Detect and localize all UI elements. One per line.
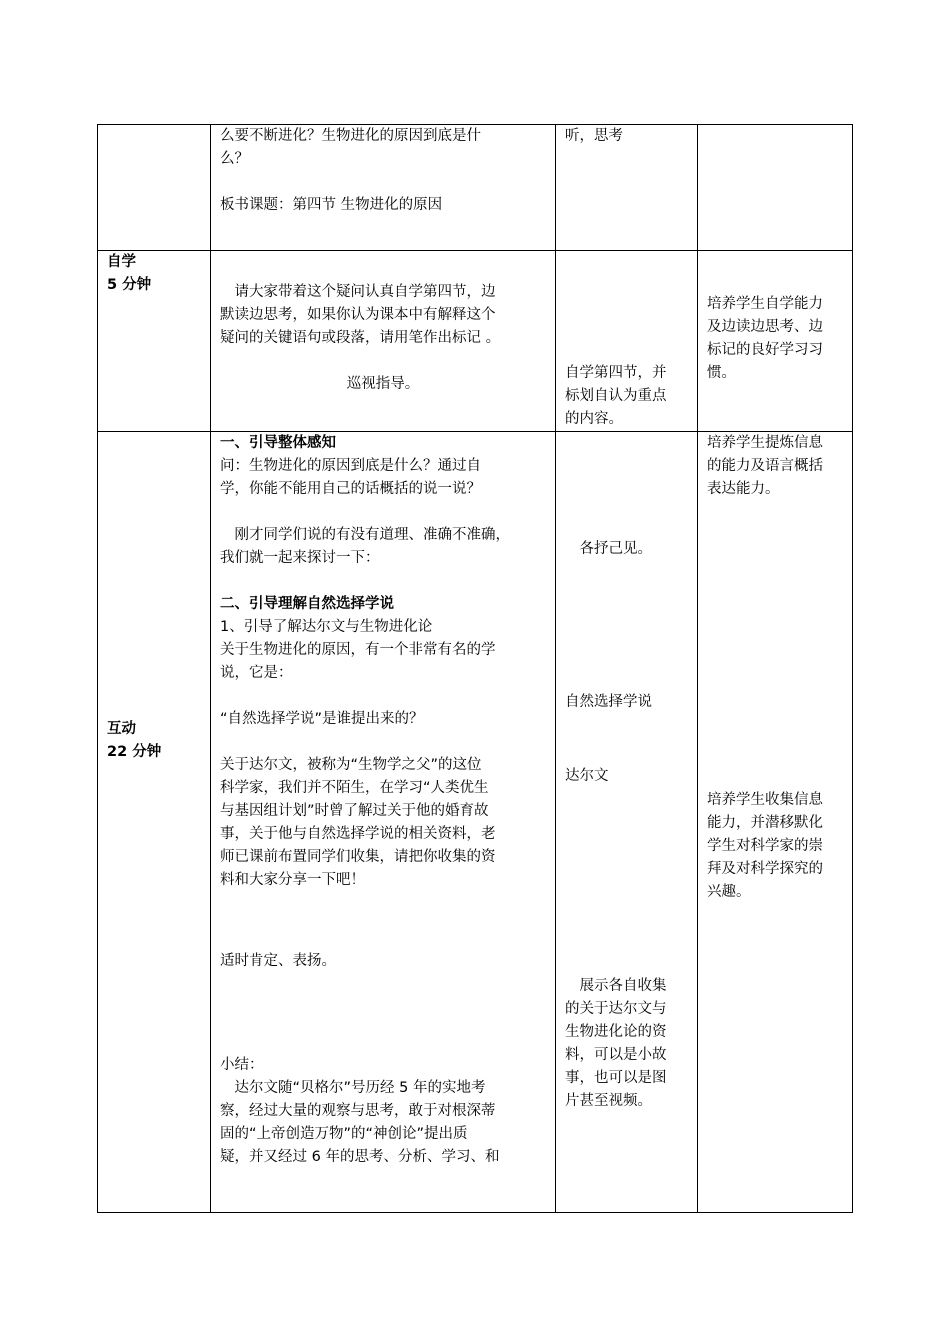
text-line: 与基因组计划”时曾了解过关于他的婚育故 [220, 803, 489, 819]
text-line: 巡视指导。 [346, 376, 420, 392]
text-line: 问：生物进化的原因到底是什么？通过自 [220, 458, 481, 474]
text-line: 的内容。 [565, 411, 623, 427]
text-line: 及边读边思考、边 [707, 319, 823, 335]
text-line: 适时肯定、表扬。 [220, 953, 336, 969]
stage-name: 自学 [107, 254, 136, 270]
stage-name: 互动 [107, 721, 136, 737]
lesson-plan-table [97, 124, 853, 1213]
teacher-activity-cell [211, 125, 556, 251]
text-line: 拜及对科学探究的 [707, 861, 823, 877]
teacher-activity-cell [211, 251, 556, 432]
text-line: 培养学生收集信息 [707, 792, 823, 808]
stage-time: 22 分钟 [107, 744, 162, 760]
text-line: 生物进化论的资 [565, 1024, 667, 1040]
text-line: 学，你能不能用自己的话概括的说一说？ [220, 481, 481, 497]
text-line: 固的“上帝创造万物”的“神创论”提出质 [220, 1126, 468, 1142]
text-line: 自学第四节，并 [565, 365, 667, 381]
text-line: 疑问的关键语句或段落，请用笔作出标记 。 [220, 330, 501, 346]
text-line: 事，也可以是图 [565, 1070, 667, 1086]
text-line: 惯。 [707, 365, 736, 381]
table-row [98, 125, 853, 251]
text-line: 学生对科学家的崇 [707, 838, 823, 854]
text-line: 表达能力。 [707, 481, 780, 497]
text-line: 师已课前布置同学们收集，请把你收集的资 [220, 849, 496, 865]
text-line: 听，思考 [565, 128, 623, 144]
text-line: 的能力及语言概括 [707, 458, 823, 474]
teacher-activity-cell [211, 432, 556, 1213]
text-line: 板书课题：第四节 生物进化的原因 [220, 197, 443, 213]
stage-cell [98, 432, 211, 1213]
text-line: 兴趣。 [707, 884, 751, 900]
purpose-cell [698, 251, 853, 432]
text-line: 察，经过大量的观察与思考，敢于对根深蒂 [220, 1103, 496, 1119]
table-row [98, 251, 853, 432]
text-line: 关于达尔文，被称为“生物学之父”的这位 [220, 757, 482, 773]
text-line: 小结： [220, 1057, 264, 1073]
purpose-cell [698, 432, 853, 1213]
text-line: 各抒己见。 [579, 541, 652, 557]
stage-cell [98, 251, 211, 432]
text-line: 默读边思考，如果你认为课本中有解释这个 [220, 307, 496, 323]
table-row [98, 432, 853, 1213]
text-line: 达尔文 [565, 768, 609, 784]
student-activity-cell [556, 125, 698, 251]
text-line: 事，关于他与自然选择学说的相关资料，老 [220, 826, 496, 842]
text-line: 培养学生提炼信息 [707, 435, 823, 451]
text-line: 的关于达尔文与 [565, 1001, 667, 1017]
text-line: 自然选择学说 [565, 694, 652, 710]
text-line: 关于生物进化的原因，有一个非常有名的学 [220, 642, 496, 658]
section-heading: 一、引导整体感知 [220, 435, 336, 451]
text-line: 能力，并潜移默化 [707, 815, 823, 831]
text-line: 料和大家分享一下吧！ [220, 872, 365, 888]
stage-time: 5 分钟 [107, 277, 152, 293]
text-line: 说，它是： [220, 665, 293, 681]
text-line: 片甚至视频。 [565, 1093, 652, 1109]
stage-cell [98, 125, 211, 251]
student-activity-cell [556, 251, 698, 432]
text-line: 我们就一起来探讨一下： [220, 550, 380, 566]
text-line: 科学家，我们并不陌生，在学习“人类优生 [220, 780, 489, 796]
text-line: 达尔文随“贝格尔”号历经 5 年的实地考 [234, 1080, 486, 1096]
purpose-cell [698, 125, 853, 251]
student-activity-cell [556, 432, 698, 1213]
text-line: 展示各自收集 [579, 978, 667, 994]
text-line: 标划自认为重点 [565, 388, 667, 404]
section-heading: 二、引导理解自然选择学说 [220, 596, 394, 612]
text-line: 疑，并又经过 6 年的思考、分析、学习、和 [220, 1149, 500, 1165]
text-line: 培养学生自学能力 [707, 296, 823, 312]
text-line: 标记的良好学习习 [707, 342, 823, 358]
text-line: 请大家带着这个疑问认真自学第四节，边 [234, 284, 496, 300]
text-line: 料，可以是小故 [565, 1047, 667, 1063]
text-line: 1、引导了解达尔文与生物进化论 [220, 619, 433, 635]
text-line: “自然选择学说”是谁提出来的？ [220, 711, 424, 727]
text-line: 么要不断进化？生物进化的原因到底是什 [220, 128, 481, 144]
text-line: 么？ [220, 151, 249, 167]
text-line: 刚才同学们说的有没有道理、准确不准确， [234, 527, 510, 543]
